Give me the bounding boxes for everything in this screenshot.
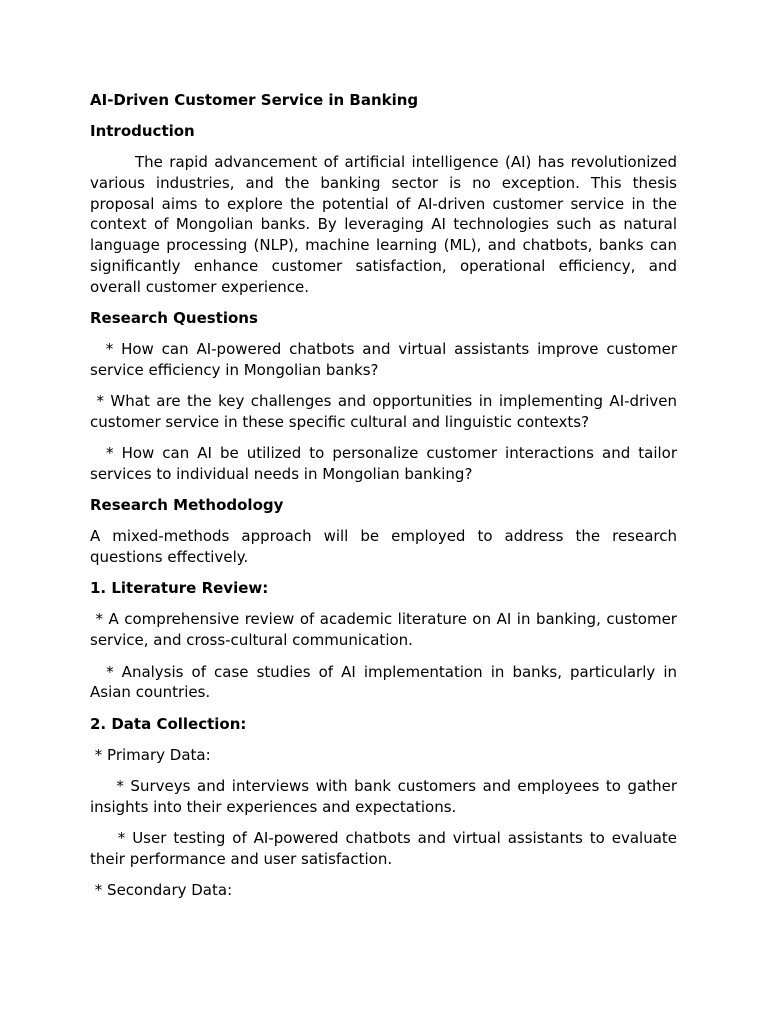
research-question-item: * How can AI-powered chatbots and virtual assistants improve customer service efficiency in Mongolian banks? xyxy=(90,340,682,379)
literature-review-item: * Analysis of case studies of AI implementation in banks, particularly in Asian countries. xyxy=(90,662,682,702)
data-collection-heading: 2. Data Collection: xyxy=(90,714,247,733)
document-title: AI-Driven Customer Service in Banking xyxy=(90,91,419,109)
primary-data-label: * Primary Data: xyxy=(90,745,211,764)
secondary-data-label: * Secondary Data: xyxy=(90,881,233,900)
methodology-intro: A mixed-methods approach will be employed to address the research questions effectively. xyxy=(90,527,677,567)
literature-review-heading: 1. Literature Review: xyxy=(90,579,269,598)
introduction-heading: Introduction xyxy=(90,122,195,140)
introduction-paragraph: The rapid advancement of artificial intelligence (AI) has revolutionized various industries, and the banking sector is no exception. This thesis proposal aims to explore the potential of AI-driven customer service in the context of Mongolian banks. By leveraging AI technologies such as natural language processing (NLP), machine learning (ML), and chatbots, banks can significantly enhance customer satisfaction, operational efficiency, and overall customer experience. xyxy=(90,153,677,296)
research-questions-heading: Research Questions xyxy=(90,309,258,328)
primary-data-item: * Surveys and interviews with bank customers and employees to gather insights into their experiences and expectations. xyxy=(90,776,682,816)
research-question-item: * What are the key challenges and opportunities in implementing AI-driven customer service in these specific cultural and linguistic contexts? xyxy=(90,392,682,431)
research-question-item: * How can AI be utilized to personalize customer interactions and tailor services to individual needs in Mongolian banking? xyxy=(90,444,682,484)
methodology-heading: Research Methodology xyxy=(90,496,284,515)
primary-data-item: * User testing of AI-powered chatbots and virtual assistants to evaluate their performance and user satisfaction. xyxy=(90,829,682,868)
literature-review-item: * A comprehensive review of academic literature on AI in banking, customer service, and cross-cultural communication. xyxy=(90,610,682,650)
